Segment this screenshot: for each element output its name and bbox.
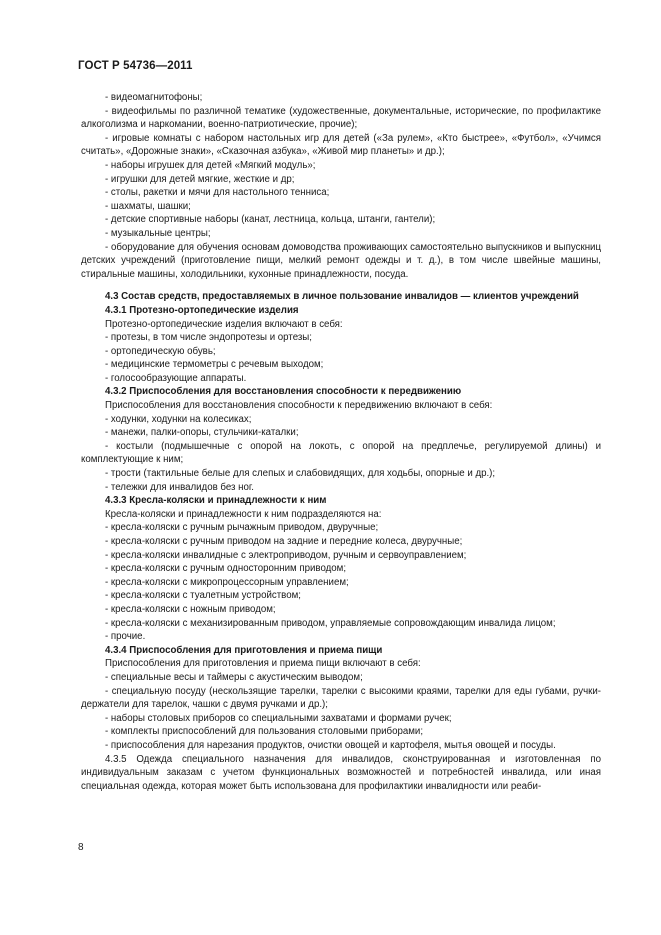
list-item: - костыли (подмышечные с опорой на локоть, с опорой на предплечье, регулируемой длины) и комплектующие к ним; — [81, 440, 601, 466]
list-item: - приспособления для нарезания продуктов, очистки овощей и картофеля, мытья овощей и посуды. — [105, 739, 556, 751]
list-item: - кресла-коляски с ножным приводом; — [105, 603, 276, 615]
list-item: - наборы игрушек для детей «Мягкий модуль»; — [105, 159, 316, 171]
list-item: - специальную посуду (нескользящие тарелки, тарелки с высокими краями, тарелки для еды губами, ручки-держатели для тарелок, чашки с двумя ручками и др.); — [81, 685, 601, 711]
list-item: - игровые комнаты с набором настольных игр для детей («За рулем», «Кто быстрее», «Футбол», «Учимся считать», «Дорожные знаки», «Сказочная азбука», «Живой мир планеты» и др.); — [81, 132, 601, 158]
list-item: - кресла-коляски с механизированным приводом, управляемые сопровождающим инвалида лицом; — [105, 617, 556, 629]
list-item: - оборудование для обучения основам домоводства проживающих самостоятельно выпускников и выпускниц детских учреждений (приготовление пищи, мелкий ремонт одежды и т. д.), в том числе швейные машины, стиральные машины, холодильники, кухонные принадлежности, посуда. — [81, 241, 601, 280]
paragraph: Кресла-коляски и принадлежности к ним подразделяются на: — [105, 508, 382, 520]
subsection-heading-4-3-3: 4.3.3 Кресла-коляски и принадлежности к ним — [105, 495, 327, 507]
list-item: - голосообразующие аппараты. — [105, 372, 247, 384]
list-item: - кресла-коляски инвалидные с электроприводом, ручным и сервоуправлением; — [105, 549, 467, 561]
list-item: - кресла-коляски с ручным односторонним приводом; — [105, 563, 347, 575]
list-item: - прочие. — [105, 631, 146, 643]
subsection-heading-4-3-1: 4.3.1 Протезно-ортопедические изделия — [105, 304, 299, 316]
paragraph-4-3-5: 4.3.5 Одежда специального назначения для инвалидов, сконструированная и изготовленная по индивидуальным заказам с учетом функциональных возможностей и потребностей инвалида, или иная специальная одежда, которая может быть использована для профилактики инвалидности или реаби- — [81, 753, 601, 792]
subsection-heading-4-3-2: 4.3.2 Приспособления для восстановления способности к передвижению — [105, 386, 462, 398]
list-item: - ходунки, ходунки на колесиках; — [105, 413, 252, 425]
list-item: - ортопедическую обувь; — [105, 345, 216, 357]
list-item: - комплекты приспособлений для пользования столовыми приборами; — [105, 726, 424, 738]
list-item: - музыкальные центры; — [105, 227, 211, 239]
standard-header: ГОСТ Р 54736—2011 — [78, 60, 193, 72]
list-item: - специальные весы и таймеры с акустическим выводом; — [105, 671, 363, 683]
paragraph: Приспособления для восстановления способности к передвижению включают в себя: — [105, 400, 493, 412]
paragraph: Приспособления для приготовления и приема пищи включают в себя: — [105, 658, 421, 670]
list-item: - наборы столовых приборов со специальными захватами и формами ручек; — [105, 712, 452, 724]
list-item: - детские спортивные наборы (канат, лестница, кольца, штанги, гантели); — [105, 214, 436, 226]
list-item: - столы, ракетки и мячи для настольного тенниса; — [105, 187, 330, 199]
document-body — [81, 91, 601, 793]
list-item: - медицинские термометры с речевым выходом; — [105, 359, 324, 371]
list-item: - кресла-коляски с туалетным устройством; — [105, 590, 301, 602]
list-item: - шахматы, шашки; — [105, 200, 191, 212]
subsection-heading-4-3-4: 4.3.4 Приспособления для приготовления и приема пищи — [105, 644, 383, 656]
list-item: - видеофильмы по различной тематике (художественные, документальные, исторические, по профилактике алкоголизма и наркомании, военно-патриотические, прочие); — [81, 105, 601, 131]
list-item: - трости (тактильные белые для слепых и слабовидящих, для ходьбы, опорные и др.); — [105, 468, 496, 480]
page-number: 8 — [78, 842, 84, 853]
paragraph: Протезно-ортопедические изделия включают в себя: — [105, 318, 343, 330]
section-heading-4-3: 4.3 Состав средств, предоставляемых в личное пользование инвалидов — клиентов учреждений — [105, 291, 579, 303]
list-item: - манежи, палки-опоры, стульчики-каталки; — [105, 427, 299, 439]
list-item: - кресла-коляски с ручным приводом на задние и передние колеса, двуручные; — [105, 536, 463, 547]
list-item: - кресла-коляски с ручным рычажным приводом, двуручные; — [105, 522, 379, 534]
list-item: - игрушки для детей мягкие, жесткие и др; — [105, 173, 295, 185]
list-item: - протезы, в том числе эндопротезы и ортезы; — [105, 332, 312, 344]
list-item: - кресла-коляски с микропроцессорным управлением; — [105, 576, 349, 588]
list-item: - тележки для инвалидов без ног. — [105, 481, 254, 493]
list-item: - видеомагнитофоны; — [105, 92, 203, 103]
